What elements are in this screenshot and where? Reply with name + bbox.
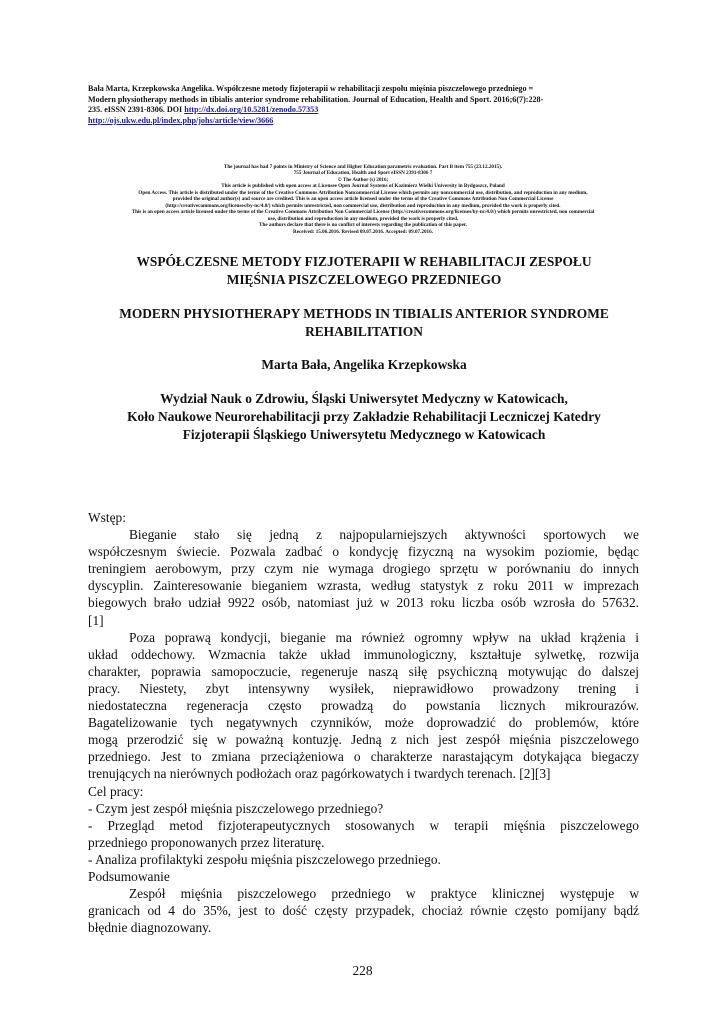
body-line: [1] — [88, 612, 104, 628]
body-line: biegowych brało udział 9922 osób, natomiast już w 2013 roku liczba osób wzrosła do 57632. — [88, 595, 639, 611]
body-line: przedniego. Jest to zmiana przeciążeniowa o charakterze narastającym dotykająca biegaczy — [88, 749, 639, 765]
notice-line: provided the original author(s) and source are credited. This is an open access article licensed under the terms of the Creative Commons Attribution Non Commercial License — [172, 196, 554, 203]
notice-line: The journal has had 7 points in Ministry of Science and Higher Education parametric evaluation. Part B item 755 (23.12.2015). — [223, 164, 503, 170]
authors: Marta Bała, Angelika Krzepkowska — [261, 357, 467, 372]
section-heading: Podsumowanie — [88, 868, 170, 884]
notice-line: use, distribution and reproduction in any medium, provided the work is properly cited. — [267, 215, 459, 222]
notice-line: Open Access. This article is distributed under the terms of the Creative Commons Attribution Noncommercial License which permits any noncommercial use, distribution, and reproduction in any medium, — [138, 189, 588, 196]
body-line: charakter, poprawia samopoczucie, regeneruje naszą siłę psychiczną motywując do dalszej — [88, 663, 639, 679]
body-text — [88, 509, 639, 936]
list-item: - Czym jest zespół mięśnia piszczelowego przedniego? — [88, 800, 384, 816]
title-english — [88, 305, 640, 341]
affiliation-line: Wydział Nauk o Zdrowiu, Śląski Uniwersytet Medyczny w Katowicach, — [160, 391, 568, 406]
body-line: błędnie diagnozowany. — [88, 920, 212, 936]
body-line: trenujących na nierównych podłożach oraz pagórkowatych i twardych terenach. [2][3] — [88, 766, 551, 782]
citation-block — [88, 84, 640, 126]
notice-line: 755 Journal of Education, Health and Sport eISSN 2391-8306 7 — [293, 170, 433, 177]
affiliation — [88, 390, 640, 445]
page-number: 228 — [352, 963, 373, 978]
license-notice — [76, 164, 650, 235]
body-line: Bagatelizowanie tych negatywnych czynników, może doprowadzić do problemów, które — [88, 715, 639, 731]
title-polish-line: WSPÓŁCZESNE METODY FIZJOTERAPII W REHABILITACJI ZESPOŁU — [136, 254, 592, 269]
body-line: Poza poprawą kondycji, bieganie ma również ogromny wpływ na układ krążenia i — [129, 629, 639, 645]
body-line: granicach od 4 do 35%, jest to dość częsty przypadek, chociaż równie często pomijany bądź — [88, 903, 639, 919]
body-line: współczesnym świecie. Pozwala zadbać o kondycję fizyczną na wysokim poziomie, będąc — [88, 544, 639, 560]
affiliation-line: Fizjoterapii Śląskiego Uniwersytetu Medycznego w Katowicach — [182, 427, 546, 443]
section-heading: Cel pracy: — [88, 783, 144, 799]
article-url-link[interactable]: http://ojs.ukw.edu.pl/index.php/johs/article/view/3666 — [88, 115, 274, 125]
body-line: Bieganie stało się jedną z najpopularniejszych aktywności sportowych we — [129, 527, 639, 543]
citation-line: Bała Marta, Krzepkowska Angelika. Współczesne metody fizjoterapii w rehabilitacji zespołu mięśnia piszczelowego przedniego = — [88, 84, 534, 93]
body-line: pracy. Niestety, zbyt intensywny wysiłek, nieprawidłowo prowadzony trening i — [88, 680, 639, 696]
affiliation-line: Koło Naukowe Neurorehabilitacji przy Zakładzie Rehabilitacji Leczniczej Katedry — [127, 409, 601, 425]
body-line: treningiem aerobowym, przy czym nie wymaga drogiego sprzętu w porównaniu do innych — [88, 561, 639, 577]
list-item: - Analiza profilaktyki zespołu mięśnia piszczelowego przedniego. — [88, 851, 441, 867]
doi-link[interactable]: http://dx.doi.org/10.5281/zenodo.57353 — [184, 105, 319, 115]
notice-line: (http://creativecommons.org/licenses/by-nc/4.0/) which permits unrestricted, non commercial use, distribution and reproduction in any medium, provided the work is properly cited. — [165, 202, 561, 209]
notice-line: This is an open access article licensed under the terms of the Creative Commons Attribution Non Commercial License (http://creativecommons.org/licenses/by-nc/4.0/) which permits unrestricted, non commercial — [131, 209, 595, 216]
body-line: mogą przerodzić się w poważną kontuzję. Jedną z nich jest zespół mięśnia piszczelowego — [88, 732, 639, 748]
body-line: Zespół mięśnia piszczelowego przedniego w praktyce klinicznej występuje w — [129, 886, 639, 902]
body-line: układ oddechowy. Wzmacnia także układ immunologiczny, kształtuje sylwetkę, rozwija — [88, 646, 639, 662]
list-item: - Przegląd metod fizjoterapeutycznych stosowanych w terapii mięśnia piszczelowego — [88, 817, 639, 833]
notice-line: Received: 15.06.2016. Revised 09.07.2016. Accepted: 09.07.2016. — [293, 228, 433, 235]
citation-line: Modern physiotherapy methods in tibialis anterior syndrome rehabilitation. Journal of Education, Health and Sport. 2016;6(7):228- — [88, 94, 544, 104]
title-polish-line: MIĘŚNIA PISZCZELOWEGO PRZEDNIEGO — [226, 272, 502, 287]
citation-line — [88, 105, 640, 116]
body-line: niedostateczna regeneracja często prowadzą do powstania licznych mikrourazów. — [88, 698, 639, 714]
citation-issn-text: 235. eISSN 2391-8306. DOI — [88, 105, 185, 115]
body-line: dyscyplin. Zainteresowanie bieganiem wzrasta, według statystyk z roku 2011 w imprezach — [88, 578, 639, 594]
section-heading: Wstęp: — [88, 510, 126, 525]
notice-line: © The Author (s) 2016; — [337, 176, 389, 183]
notice-line: This article is published with open access at Licensee Open Journal Systems of Kazimierz Wielki University in Bydgoszcz, Poland — [221, 183, 505, 190]
title-polish — [88, 253, 640, 289]
list-item-continued: przedniego proponowanych przez literaturę. — [88, 834, 325, 850]
title-english-line: MODERN PHYSIOTHERAPY METHODS IN TIBIALIS ANTERIOR SYNDROME — [119, 306, 609, 321]
notice-line: The authors declare that there is no conflict of interests regarding the publication of this paper. — [259, 222, 467, 229]
title-english-line: REHABILITATION — [305, 324, 423, 339]
